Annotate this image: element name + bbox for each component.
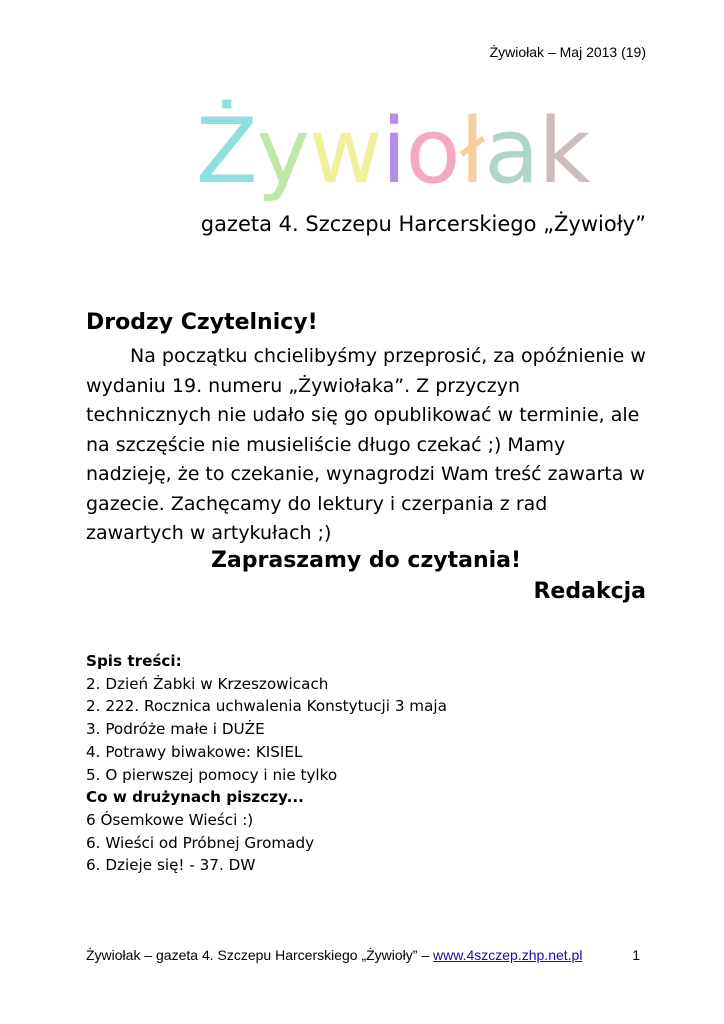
toc-item: 6. Wieści od Próbnej Gromady xyxy=(86,833,315,852)
logo-letter: Ż xyxy=(196,99,257,204)
invite-heading: Zapraszamy do czytania! xyxy=(210,548,522,573)
logo-letter: y xyxy=(256,99,309,204)
logo-letter: o xyxy=(405,99,460,204)
toc-section-heading: Co w drużynach piszczy... xyxy=(86,788,304,807)
logo-letter: k xyxy=(538,99,590,204)
toc-item: 6 Ósemkowe Wieści :) xyxy=(86,810,254,829)
website-link[interactable]: www.4szczep.zhp.net.pl xyxy=(433,947,583,963)
table-of-contents xyxy=(86,650,447,877)
signature: Redakcja xyxy=(533,579,646,604)
toc-item: 2. 222. Rocznica uchwalenia Konstytucji 3 maja xyxy=(86,697,447,716)
footer-text: Żywiołak – gazeta 4. Szczepu Harcerskiego „Żywioły” – xyxy=(86,947,434,963)
magazine-logo xyxy=(196,92,589,212)
intro-paragraph xyxy=(86,342,646,549)
greeting-heading: Drodzy Czytelnicy! xyxy=(86,310,318,335)
logo-letter: w xyxy=(308,99,382,204)
toc-item: 5. O pierwszej pomocy i nie tylko xyxy=(86,765,338,784)
intro-text: Na początku chcielibyśmy przeprosić, za opóźnienie w wydaniu 19. numeru „Żywiołaka”. Z przyczyn technicznych nie udało się go opublikować w terminie, ale na szczęście nie musieliście długo czekać ;) Mamy nadzieję, że to czekanie, wynagrodzi Wam treść zawarta w gazecie. Zachęcamy do lektury i czerpania z rad zawartych w artykułach ;) xyxy=(86,345,646,544)
logo-letter: i xyxy=(381,99,406,204)
toc-heading: Spis treści: xyxy=(86,652,182,670)
magazine-subtitle: gazeta 4. Szczepu Harcerskiego „Żywioły” xyxy=(200,212,646,236)
logo-letter: a xyxy=(484,99,539,204)
toc-item: 4. Potrawy biwakowe: KISIEL xyxy=(86,742,303,761)
toc-item: 6. Dzieje się! - 37. DW xyxy=(86,856,256,875)
page-footer xyxy=(86,947,640,963)
toc-item: 3. Podróże małe i DUŻE xyxy=(86,720,265,739)
issue-header: Żywiołak – Maj 2013 (19) xyxy=(489,44,646,60)
logo-letter: ł xyxy=(459,99,485,204)
toc-item: 2. Dzień Żabki w Krzeszowicach xyxy=(86,674,329,693)
footer-text-group xyxy=(86,947,582,963)
page-number: 1 xyxy=(632,947,640,963)
